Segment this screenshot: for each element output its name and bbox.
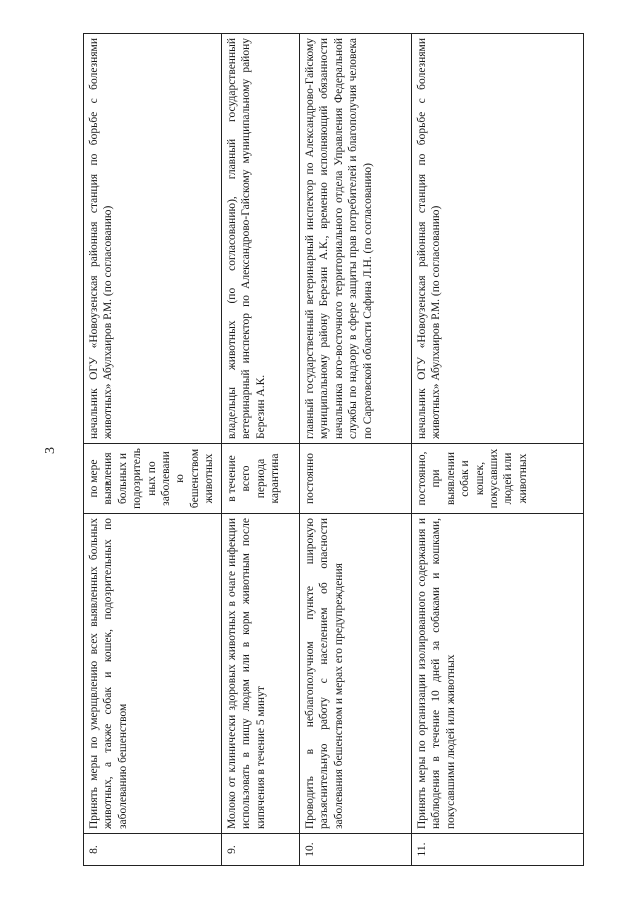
measure-cell: Принять меры по организации изолированного содержания и наблюдения в течение 10 дней за собаками и кошками, покусавшими людей или животных <box>412 514 584 834</box>
row-number: 8. <box>84 834 222 866</box>
responsible-cell: начальник ОГУ «Новоузенская районная станция по борьбе с болезнями животных» Абулхаиров Р.М. (по согласованию) <box>84 34 222 444</box>
measure-cell: Молоко от клинически здоровых животных в очаге инфекции использовать в пищу людям или в корм животным после кипячения в течение 5 минут <box>222 514 300 834</box>
row-number: 9. <box>222 834 300 866</box>
responsible-cell: владельцы животных (по согласованию), главный государственный ветеринарный инспектор по Александрово-Гайскому муниципальному району Березин А.К. <box>222 34 300 444</box>
term-cell: по мере выявления больных и подозрительных по заболеванию бешенством животных <box>84 444 222 514</box>
term-cell: постоянно <box>300 444 412 514</box>
table-row <box>222 34 300 866</box>
row-number: 10. <box>300 834 412 866</box>
responsible-cell: начальник ОГУ «Новоузенская районная станция по борьбе с болезнями животных» Абулхаиров Р.М. (по согласованию) <box>412 34 584 444</box>
measures-table <box>83 33 584 866</box>
rotated-table-sheet <box>83 34 583 866</box>
measure-cell: Проводить в неблагополучном пункте широкую разъяснительную работу с населением об опасности заболевания бешенством и мерах его предупреждения <box>300 514 412 834</box>
table-row <box>300 34 412 866</box>
responsible-cell: главный государственный ветеринарный инспектор по Александрово-Гайскому муниципальному району Березин А.К., временно исполняющий обязанности начальника юго-восточного территориального отдела Управления Федеральной службы по надзору в сфере защиты прав потребителей и благополучия человека по Саратовской области Сафина Л.Н. (по согласованию) <box>300 34 412 444</box>
table-row <box>412 34 584 866</box>
page-number: 3 <box>43 447 58 454</box>
term-cell: в течение всего периода карантина <box>222 444 300 514</box>
measure-cell: Принять меры по умерщвлению всех выявленных больных животных, а также собак и кошек, подозрительных по заболеванию бешенством <box>84 514 222 834</box>
table-row <box>84 34 222 866</box>
term-cell: постоянно, при выявлении собак и кошек, покусавших людей или животных <box>412 444 584 514</box>
row-number: 11. <box>412 834 584 866</box>
